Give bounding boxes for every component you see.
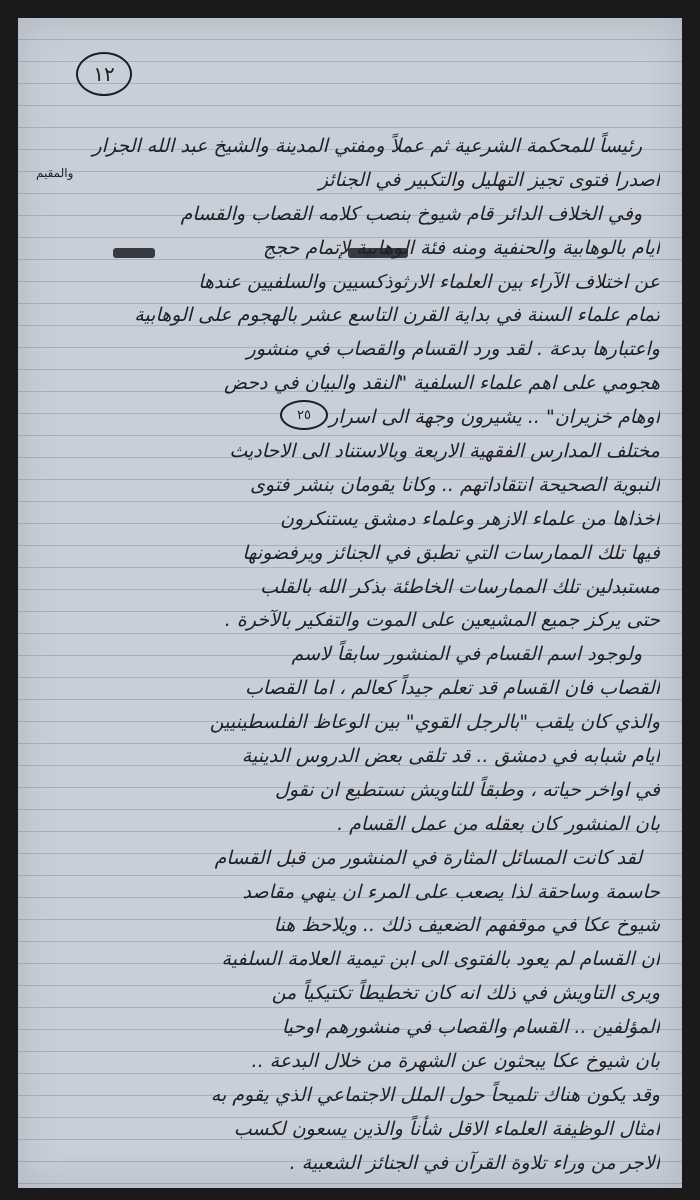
text-line: ايام شبابه في دمشق .. قد تلقى بعض الدروس الدينية [241, 745, 660, 768]
text-line: شيوخ عكا في موقفهم الضعيف ذلك .. ويلاحظ هنا [273, 914, 660, 937]
text-line: ان القسام لم يعود بالفتوى الى ابن تيمية العلامة السلفية [221, 948, 660, 971]
text-line: الاجر من وراء تلاوة القرآن في الجنائز الشعبية . [289, 1151, 660, 1174]
text-line: بان المنشور كان بعقله من عمل القسام . [337, 812, 660, 835]
page-number-circle: ١٢ [76, 52, 132, 96]
text-line: ولوجود اسم القسام في المنشور سابقاً لاسم [291, 643, 642, 666]
text-line: عن اختلاف الآراء بين العلماء الارثوذكسيين والسلفيين عندها [198, 270, 660, 293]
margin-note: والمقيم [36, 166, 74, 180]
text-line: النبوية الصحيحة انتقاداتهم .. وكانا يقومان بنشر فتوى [250, 473, 660, 496]
text-line: ايام بالوهابية والحنفية ومنه فئة الوهابية لإتمام حجج [263, 236, 660, 259]
text-line: حتى يركز جميع المشيعين على الموت والتفكير بالآخرة . [224, 609, 660, 632]
text-line: بان شيوخ عكا يبحثون عن الشهرة من خلال البدعة .. [251, 1050, 660, 1073]
text-line: المؤلفين .. القسام والقصاب في منشورهم اوحيا [281, 1016, 660, 1039]
text-line: هجومي على اهم علماء السلفية "النقد والبيان في دحض [224, 372, 660, 395]
text-line: في اواخر حياته ، وطبقاً للتاويش نستطيع ان نقول [275, 778, 660, 801]
text-line: القصاب فان القسام قد تعلم جيداً كعالم ، اما القصاب [244, 677, 660, 700]
text-line: رئيساً للمحكمة الشرعية ثم عملاً ومفتي المدينة والشيخ عبد الله الجزار [92, 135, 642, 157]
text-line: فيها تلك الممارسات التي تطبق في الجنائز ويرفضونها [242, 541, 660, 564]
inline-circled-number: ٢٥ [280, 400, 328, 430]
handwritten-body [46, 130, 660, 1181]
text-line: مستبدلين تلك الممارسات الخاطئة بذكر الله بالقلب [260, 575, 660, 598]
text-line: ويرى التاويش في ذلك انه كان تخطيطاً تكتيكياً من [271, 982, 660, 1005]
text-line: اصدرا فتوى تجيز التهليل والتكبير في الجنائز [318, 168, 660, 191]
text-line: اوهام خزيران" .. يشيرون وجهة الى اسرار [329, 406, 660, 429]
text-line: والذي كان يلقب "بالرجل القوي" بين الوعاظ الفلسطينيين [209, 711, 660, 734]
text-line: لقد كانت المسائل المثارة في المنشور من قبل القسام [214, 846, 642, 869]
text-line: تمام علماء السنة في بداية القرن التاسع عشر بالهجوم على الوهابية [134, 304, 660, 327]
manuscript-page [18, 18, 682, 1188]
text-line: مختلف المدارس الفقهية الاربعة وبالاستناد الى الاحاديث [229, 440, 660, 463]
text-line: وقد يكون هناك تلميحاً حول الملل الاجتماعي الذي يقوم به [210, 1083, 660, 1106]
text-line: امثال الوظيفة العلماء الاقل شأناً والذين يسعون لكسب [233, 1117, 660, 1140]
text-line: واعتبارها بدعة . لقد ورد القسام والقصاب في منشور [246, 338, 660, 361]
text-line: وفي الخلاف الدائر قام شيوخ بنصب كلامه القصاب والقسام [180, 202, 642, 225]
text-line: اخذاها من علماء الازهر وعلماء دمشق يستنكرون [280, 507, 660, 530]
text-line: حاسمة وساحقة لذا يصعب على المرء ان ينهي مقاصد [242, 880, 660, 903]
